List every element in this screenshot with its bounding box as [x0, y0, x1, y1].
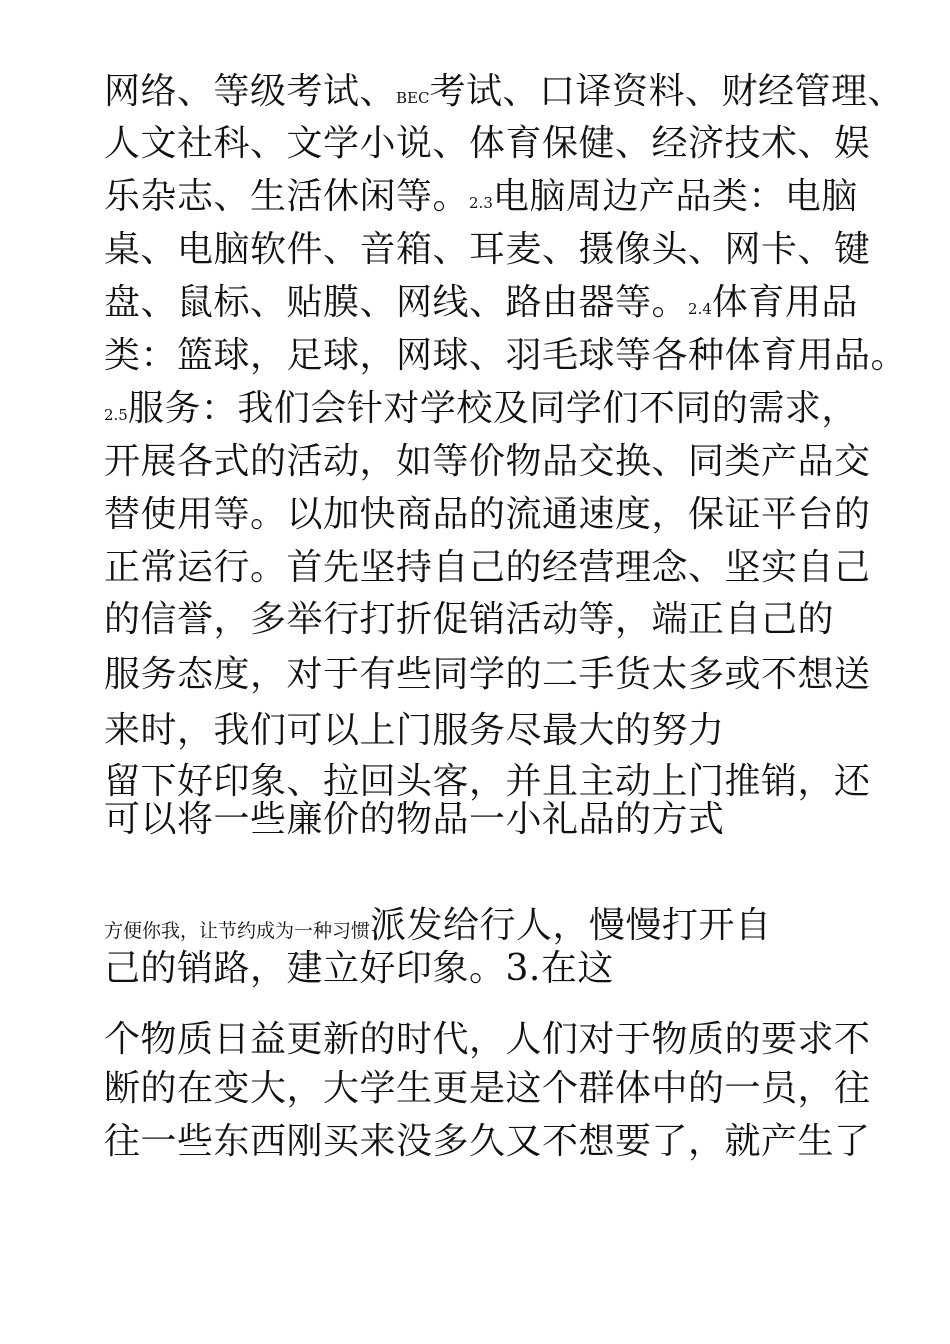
text-segment: 替使用等。以加快商品的流通速度，保证平台的: [104, 494, 871, 535]
text-segment: 乐杂志、生活休闲等。: [104, 176, 470, 217]
text-line-11: [104, 599, 835, 640]
text-segment: 电脑周边产品类：电脑: [492, 176, 858, 217]
text-segment: 服务态度，对于有些同学的二手货太多或不想送: [104, 654, 871, 695]
text-line-7: [104, 388, 858, 429]
text-line-9: [104, 494, 871, 535]
text-segment: 盘、鼠标、贴膜、网线、路由器等。: [104, 282, 689, 323]
text-line-6: [104, 335, 908, 376]
text-segment: 人文社科、文学小说、体育保健、经济技术、娱: [104, 123, 871, 164]
text-segment: 可以将一些廉价的物品一小礼品的方式: [104, 799, 725, 840]
text-line-13: [104, 710, 725, 751]
text-segment: 网络、等级考试、: [104, 71, 397, 112]
text-line-18: [104, 1019, 871, 1060]
text-line-17: [104, 948, 614, 989]
text-segment: 断的在变大，大学生更是这个群体中的一员，往: [104, 1068, 871, 1109]
text-segment: 服务：我们会针对学校及同学们不同的需求，: [127, 388, 858, 429]
text-segment: 派发给行人，慢慢打开自: [370, 905, 772, 946]
text-line-16: [104, 905, 772, 946]
text-line-19: [104, 1068, 871, 1109]
text-segment: 体育用品: [711, 282, 858, 323]
text-line-12: [104, 654, 871, 695]
text-segment: 己的销路，建立好印象。3.在这: [104, 948, 614, 989]
text-line-5: [104, 282, 858, 323]
inline-small-text: 方便你我，让节约成为一种习惯: [104, 920, 371, 942]
text-segment: 的信誉，多举行打折促销活动等，端正自己的: [104, 599, 835, 640]
text-segment: 往一些东西刚买来没多久又不想要了，就产生了: [104, 1121, 871, 1162]
text-segment: 个物质日益更新的时代，人们对于物质的要求不: [104, 1019, 871, 1060]
text-line-8: [104, 441, 871, 482]
text-line-10: [104, 547, 871, 588]
text-line-3: [104, 176, 858, 217]
inline-small-text: 2.3: [469, 194, 493, 212]
inline-small-text: 2.5: [104, 406, 128, 424]
text-segment: 类：篮球，足球，网球、羽毛球等各种体育用品。: [104, 335, 908, 376]
text-segment: 来时，我们可以上门服务尽最大的努力: [104, 710, 725, 751]
text-segment: 正常运行。首先坚持自己的经营理念、坚实自己: [104, 547, 871, 588]
text-line-4: [104, 229, 871, 270]
text-line-14: [104, 761, 871, 802]
text-segment: 留下好印象、拉回头客，并且主动上门推销，还: [104, 761, 871, 802]
text-line-2: [104, 123, 871, 164]
text-line-1: [104, 71, 904, 112]
text-line-20: [104, 1121, 871, 1162]
text-line-15: [104, 799, 725, 840]
inline-small-text: BEC: [396, 89, 430, 107]
inline-small-text: 2.4: [688, 300, 712, 318]
text-segment: 考试、口译资料、财经管理、: [429, 71, 904, 112]
text-segment: 开展各式的活动，如等价物品交换、同类产品交: [104, 441, 871, 482]
text-segment: 桌、电脑软件、音箱、耳麦、摄像头、网卡、键: [104, 229, 871, 270]
